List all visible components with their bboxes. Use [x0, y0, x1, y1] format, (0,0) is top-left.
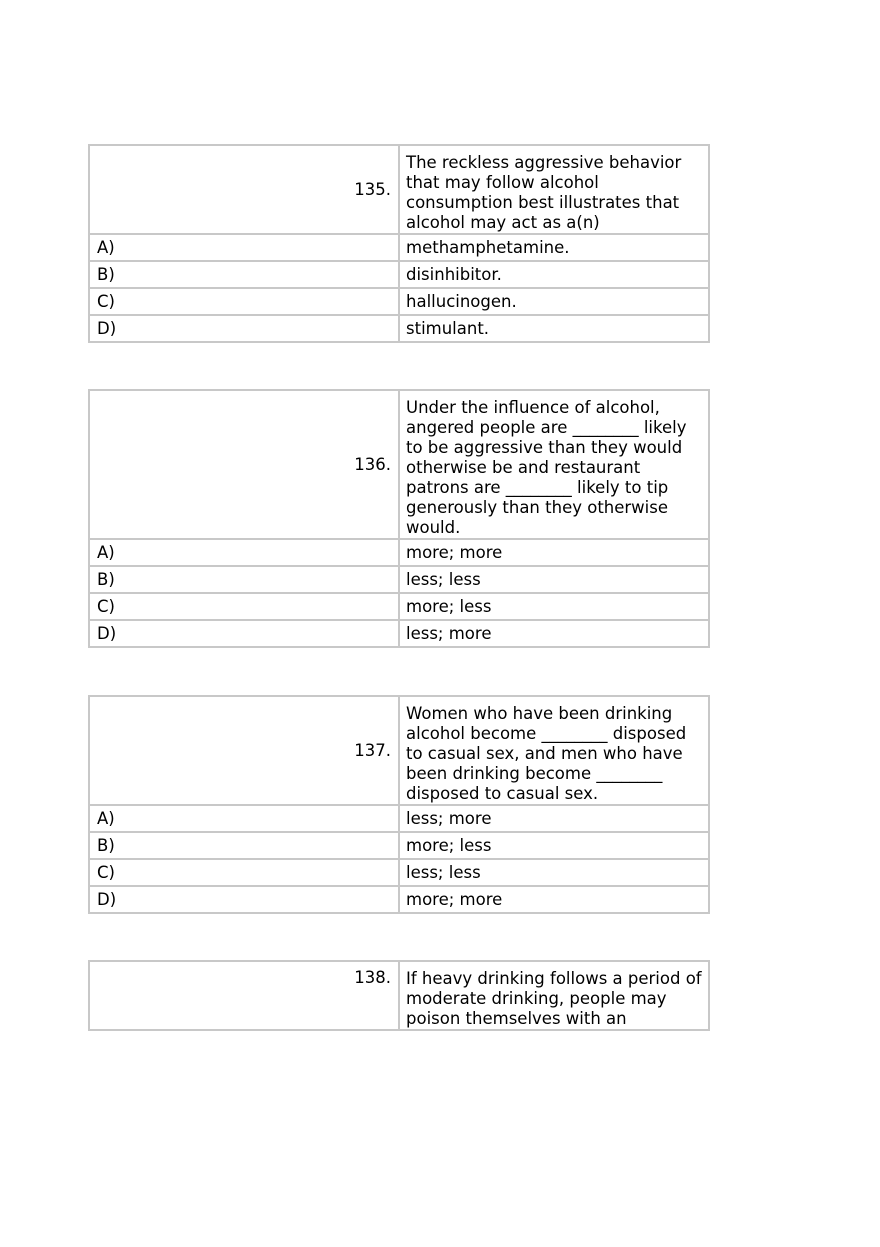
question-text: Under the influence of alcohol, angered people are ________ likely to be aggressive than they would otherwise be and restaurant patrons are ________ likely to tip generously than they otherwise would. [399, 390, 709, 539]
option-row [89, 832, 709, 859]
option-letter: C) [89, 859, 399, 886]
option-letter: A) [89, 234, 399, 261]
question-number: 138. [89, 961, 399, 1030]
option-letter: C) [89, 288, 399, 315]
option-letter: D) [89, 315, 399, 342]
option-text: less; less [399, 566, 709, 593]
option-row [89, 566, 709, 593]
option-letter: A) [89, 539, 399, 566]
question-136-table [88, 389, 710, 648]
question-row [89, 696, 709, 805]
question-row [89, 390, 709, 539]
question-number: 137. [89, 696, 399, 805]
question-138-table [88, 960, 710, 1031]
option-text: less; less [399, 859, 709, 886]
option-letter: B) [89, 566, 399, 593]
option-letter: C) [89, 593, 399, 620]
option-letter: D) [89, 620, 399, 647]
option-letter: B) [89, 261, 399, 288]
option-row [89, 234, 709, 261]
option-letter: B) [89, 832, 399, 859]
option-row [89, 261, 709, 288]
option-letter: A) [89, 805, 399, 832]
option-row [89, 315, 709, 342]
question-135-table [88, 144, 710, 343]
question-row [89, 145, 709, 234]
option-row [89, 593, 709, 620]
option-row [89, 288, 709, 315]
option-row [89, 886, 709, 913]
option-text: more; more [399, 886, 709, 913]
option-row [89, 620, 709, 647]
option-text: methamphetamine. [399, 234, 709, 261]
question-row [89, 961, 709, 1030]
option-row [89, 859, 709, 886]
option-row [89, 539, 709, 566]
option-text: hallucinogen. [399, 288, 709, 315]
question-text: If heavy drinking follows a period of moderate drinking, people may poison themselves with an [399, 961, 709, 1030]
option-text: more; more [399, 539, 709, 566]
option-letter: D) [89, 886, 399, 913]
option-text: more; less [399, 832, 709, 859]
question-text: The reckless aggressive behavior that may follow alcohol consumption best illustrates that alcohol may act as a(n) [399, 145, 709, 234]
question-number: 135. [89, 145, 399, 234]
option-text: more; less [399, 593, 709, 620]
option-text: less; more [399, 805, 709, 832]
question-137-table [88, 695, 710, 914]
question-number: 136. [89, 390, 399, 539]
option-text: disinhibitor. [399, 261, 709, 288]
option-row [89, 805, 709, 832]
option-text: less; more [399, 620, 709, 647]
option-text: stimulant. [399, 315, 709, 342]
question-text: Women who have been drinking alcohol become ________ disposed to casual sex, and men who have been drinking become ________ disposed to casual sex. [399, 696, 709, 805]
